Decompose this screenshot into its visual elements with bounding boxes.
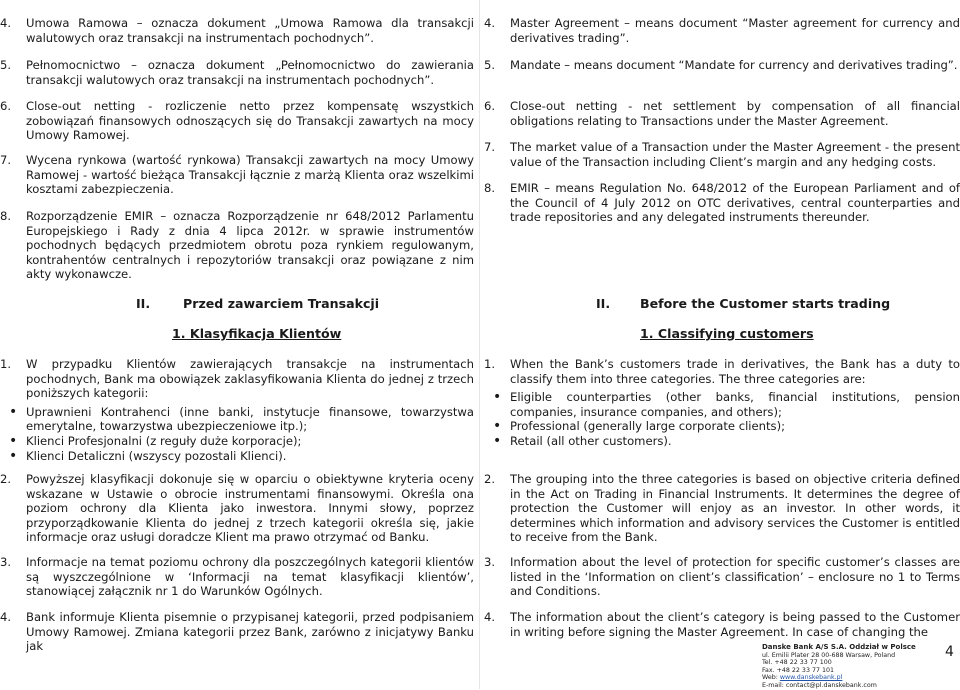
definition-4-pl: 4. Umowa Ramowa – oznacza dokument „Umowa Ramowa dla transakcji walutowych oraz transakcji na instrumentach pochodnych”.: [0, 16, 474, 45]
footer-bank-info: [762, 644, 916, 690]
definition-7-pl: 7. Wycena rynkowa (wartość rynkowa) Transakcji zawartych na mocy Umowy Ramowej - wartość bieżąca Transakcji łącznie z marżą Klienta oraz wszelkimi kosztami zabezpieczenia.: [0, 153, 474, 197]
list-item: • Klienci Detaliczni (wszyscy pozostali Klienci).: [0, 449, 474, 464]
subsection-title-pl: 1. Klasyfikacja Klientów: [172, 326, 342, 341]
list-item: • Retail (all other customers).: [484, 434, 960, 449]
paragraph-1-en: 1. When the Bank’s customers trade in derivatives, the Bank has a duty to classify them into three categories. The three categories are: • Eligible counterparties (other banks, financial institutions, pension companies, insurance companies, and others); • Professional (generally large corporate clients); • Retail (all other customers).: [484, 357, 960, 449]
category-list-en: [484, 390, 960, 448]
page-number: 4: [945, 644, 954, 660]
section-number-en: II.: [596, 296, 611, 311]
definition-6-pl: 6. Close-out netting - rozliczenie netto przez kompensatę wszystkich zobowiązań finansowych odnoszących się do Transakcji zawartych na mocy Umowy Ramowej.: [0, 99, 474, 143]
definition-8-pl: 8. Rozporządzenie EMIR – oznacza Rozporządzenie nr 648/2012 Parlamentu Europejskiego i Rady z dnia 4 lipca 2012r. w sprawie instrumentów pochodnych będących przedmiotem obrotu poza rynkiem regulowanym, kontrahentów centralnych i repozytoriów transakcji oraz powiązane z nim akty wykonawcze.: [0, 209, 474, 282]
definition-text: Umowa Ramowa – oznacza dokument „Umowa Ramowa dla transakcji walutowych oraz transakcji na instrumentach pochodnych”.: [26, 16, 474, 45]
category-list-pl: [0, 405, 474, 463]
definition-6-en: 6. Close-out netting - net settlement by compensation of all financial obligations relating to Transactions under the Master Agreement.: [484, 99, 960, 128]
paragraph-3-en: 3. Information about the level of protection for specific customer’s classes are listed in the ‘Information on client’s classification’ – enclosure no 1 to Terms and Conditions.: [484, 555, 960, 599]
definition-7-en: 7. The market value of a Transaction under the Master Agreement - the present value of the Transaction including Client’s margin and any hedging costs.: [484, 140, 960, 169]
definition-8-en: 8. EMIR – means Regulation No. 648/2012 of the European Parliament and of the Council of 4 July 2012 on OTC derivatives, central counterparties and trade repositories and any delegated instruments thereunder.: [484, 181, 960, 225]
paragraph-4-en: 4. The information about the client’s category is being passed to the Customer in writing before signing the Master Agreement. In case of changing the: [484, 610, 960, 639]
definition-text: Rozporządzenie EMIR – oznacza Rozporządzenie nr 648/2012 Parlamentu Europejskiego i Rady z dnia 4 lipca 2012r. w sprawie instrumentów pochodnych będących przedmiotem obrotu poza rynkiem regulowanym, kontrahentów centralnych i repozytoriów transakcji oraz powiązane z nim akty wykonawcze.: [26, 209, 474, 282]
definition-text: The market value of a Transaction under the Master Agreement - the present value of the Transaction including Client’s margin and any hedging costs.: [510, 140, 960, 169]
website-link[interactable]: www.danskebank.pl: [779, 674, 843, 682]
company-web: Web: www.danskebank.pl: [762, 674, 843, 682]
list-item: • Klienci Profesjonalni (z reguły duże korporacje);: [0, 434, 474, 449]
paragraph-1-pl: 1. W przypadku Klientów zawierających transakcje na instrumentach pochodnych, Bank ma obowiązek zaklasyfikowania Klienta do jednej z trzech poniższych kategorii: • Uprawnieni Kontrahenci (inne banki, instytucje finansowe, towarzystwa emerytalne, towarzystwa ubezpieczeniowe itp.); • Klienci Profesjonalni (z reguły duże korporacje); • Klienci Detaliczni (wszyscy pozostali Klienci).: [0, 357, 474, 463]
definition-text: Wycena rynkowa (wartość rynkowa) Transakcji zawartych na mocy Umowy Ramowej - wartość bieżąca Transakcji łącznie z marżą Klienta oraz wszelkimi kosztami zabezpieczenia.: [26, 153, 474, 197]
company-email: E-mail: contact@pl.danskebank.com: [762, 681, 877, 689]
company-phone: Tel. +48 22 33 77 100: [762, 659, 832, 667]
company-fax: Fax. +48 22 33 77 101: [762, 666, 834, 674]
definition-text: Mandate – means document “Mandate for currency and derivatives trading”.: [510, 58, 958, 72]
paragraph-2-en: 2. The grouping into the three categories is based on objective criteria defined in the Act on Trading in Financial Instruments. It determines the degree of protection the Customer will enjoy as an investor. In other words, it determines which information and advisory services the Customer is entitled to receive from the Bank.: [484, 472, 960, 545]
column-divider: [479, 0, 480, 689]
company-name: Danske Bank A/S S.A. Oddział w Polsce: [762, 643, 916, 651]
definition-text: Close-out netting - rozliczenie netto przez kompensatę wszystkich zobowiązań finansowych odnoszących się do Transakcji zawartych na mocy Umowy Ramowej.: [26, 99, 474, 143]
list-item: • Uprawnieni Kontrahenci (inne banki, instytucje finansowe, towarzystwa emerytalne, towarzystwa ubezpieczeniowe itp.);: [0, 405, 474, 434]
subsection-title-en: 1. Classifying customers: [640, 326, 814, 341]
paragraph-2-pl: 2. Powyższej klasyfikacji dokonuje się w oparciu o obiektywne kryteria oceny wskazane w Ustawie o obrocie instrumentami finansowymi. Określa ona poziom ochrony dla Klienta jako inwestora. Innymi słowy, poprzez przyporządkowanie Klienta do jednej z trzech kategorii określa się, jakie informacje oraz usługi doradcze Klient ma prawo otrzymać od Banku.: [0, 472, 474, 545]
company-address: ul. Emilii Plater 28 00-688 Warsaw, Poland: [762, 651, 896, 659]
list-item: • Professional (generally large corporate clients);: [484, 419, 960, 434]
section-title-pl: Przed zawarciem Transakcji: [183, 296, 380, 311]
definition-text: Close-out netting - net settlement by compensation of all financial obligations relating to Transactions under the Master Agreement.: [510, 99, 960, 128]
definition-text: EMIR – means Regulation No. 648/2012 of the European Parliament and of the Council of 4 July 2012 on OTC derivatives, central counterparties and trade repositories and any delegated instruments thereunder.: [510, 181, 960, 225]
definition-5-pl: 5. Pełnomocnictwo – oznacza dokument „Pełnomocnictwo do zawierania transakcji walutowych oraz transakcji na instrumentach pochodnych”.: [0, 58, 474, 87]
paragraph-4-pl: 4. Bank informuje Klienta pisemnie o przypisanej kategorii, przed podpisaniem Umowy Ramowej. Zmiana kategorii przez Bank, zarówno z inicjatywy Banku jak: [0, 610, 474, 654]
section-number-pl: II.: [136, 296, 151, 311]
list-item: • Eligible counterparties (other banks, financial institutions, pension companies, insurance companies, and others);: [484, 390, 960, 419]
definition-4-en: 4. Master Agreement – means document “Master agreement for currency and derivatives trading”.: [484, 16, 960, 45]
paragraph-3-pl: 3. Informacje na temat poziomu ochrony dla poszczególnych kategorii klientów są wyszczególnione w ‘Informacji na temat klasyfikacji klientów’, stanowiącej załącznik nr 1 do Warunków Ogólnych.: [0, 555, 474, 599]
definition-text: Master Agreement – means document “Master agreement for currency and derivatives trading”.: [510, 16, 960, 45]
section-title-en: Before the Customer starts trading: [640, 296, 891, 311]
definition-5-en: 5. Mandate – means document “Mandate for currency and derivatives trading”.: [484, 58, 958, 72]
definition-text: Pełnomocnictwo – oznacza dokument „Pełnomocnictwo do zawierania transakcji walutowych oraz transakcji na instrumentach pochodnych”.: [26, 58, 474, 87]
